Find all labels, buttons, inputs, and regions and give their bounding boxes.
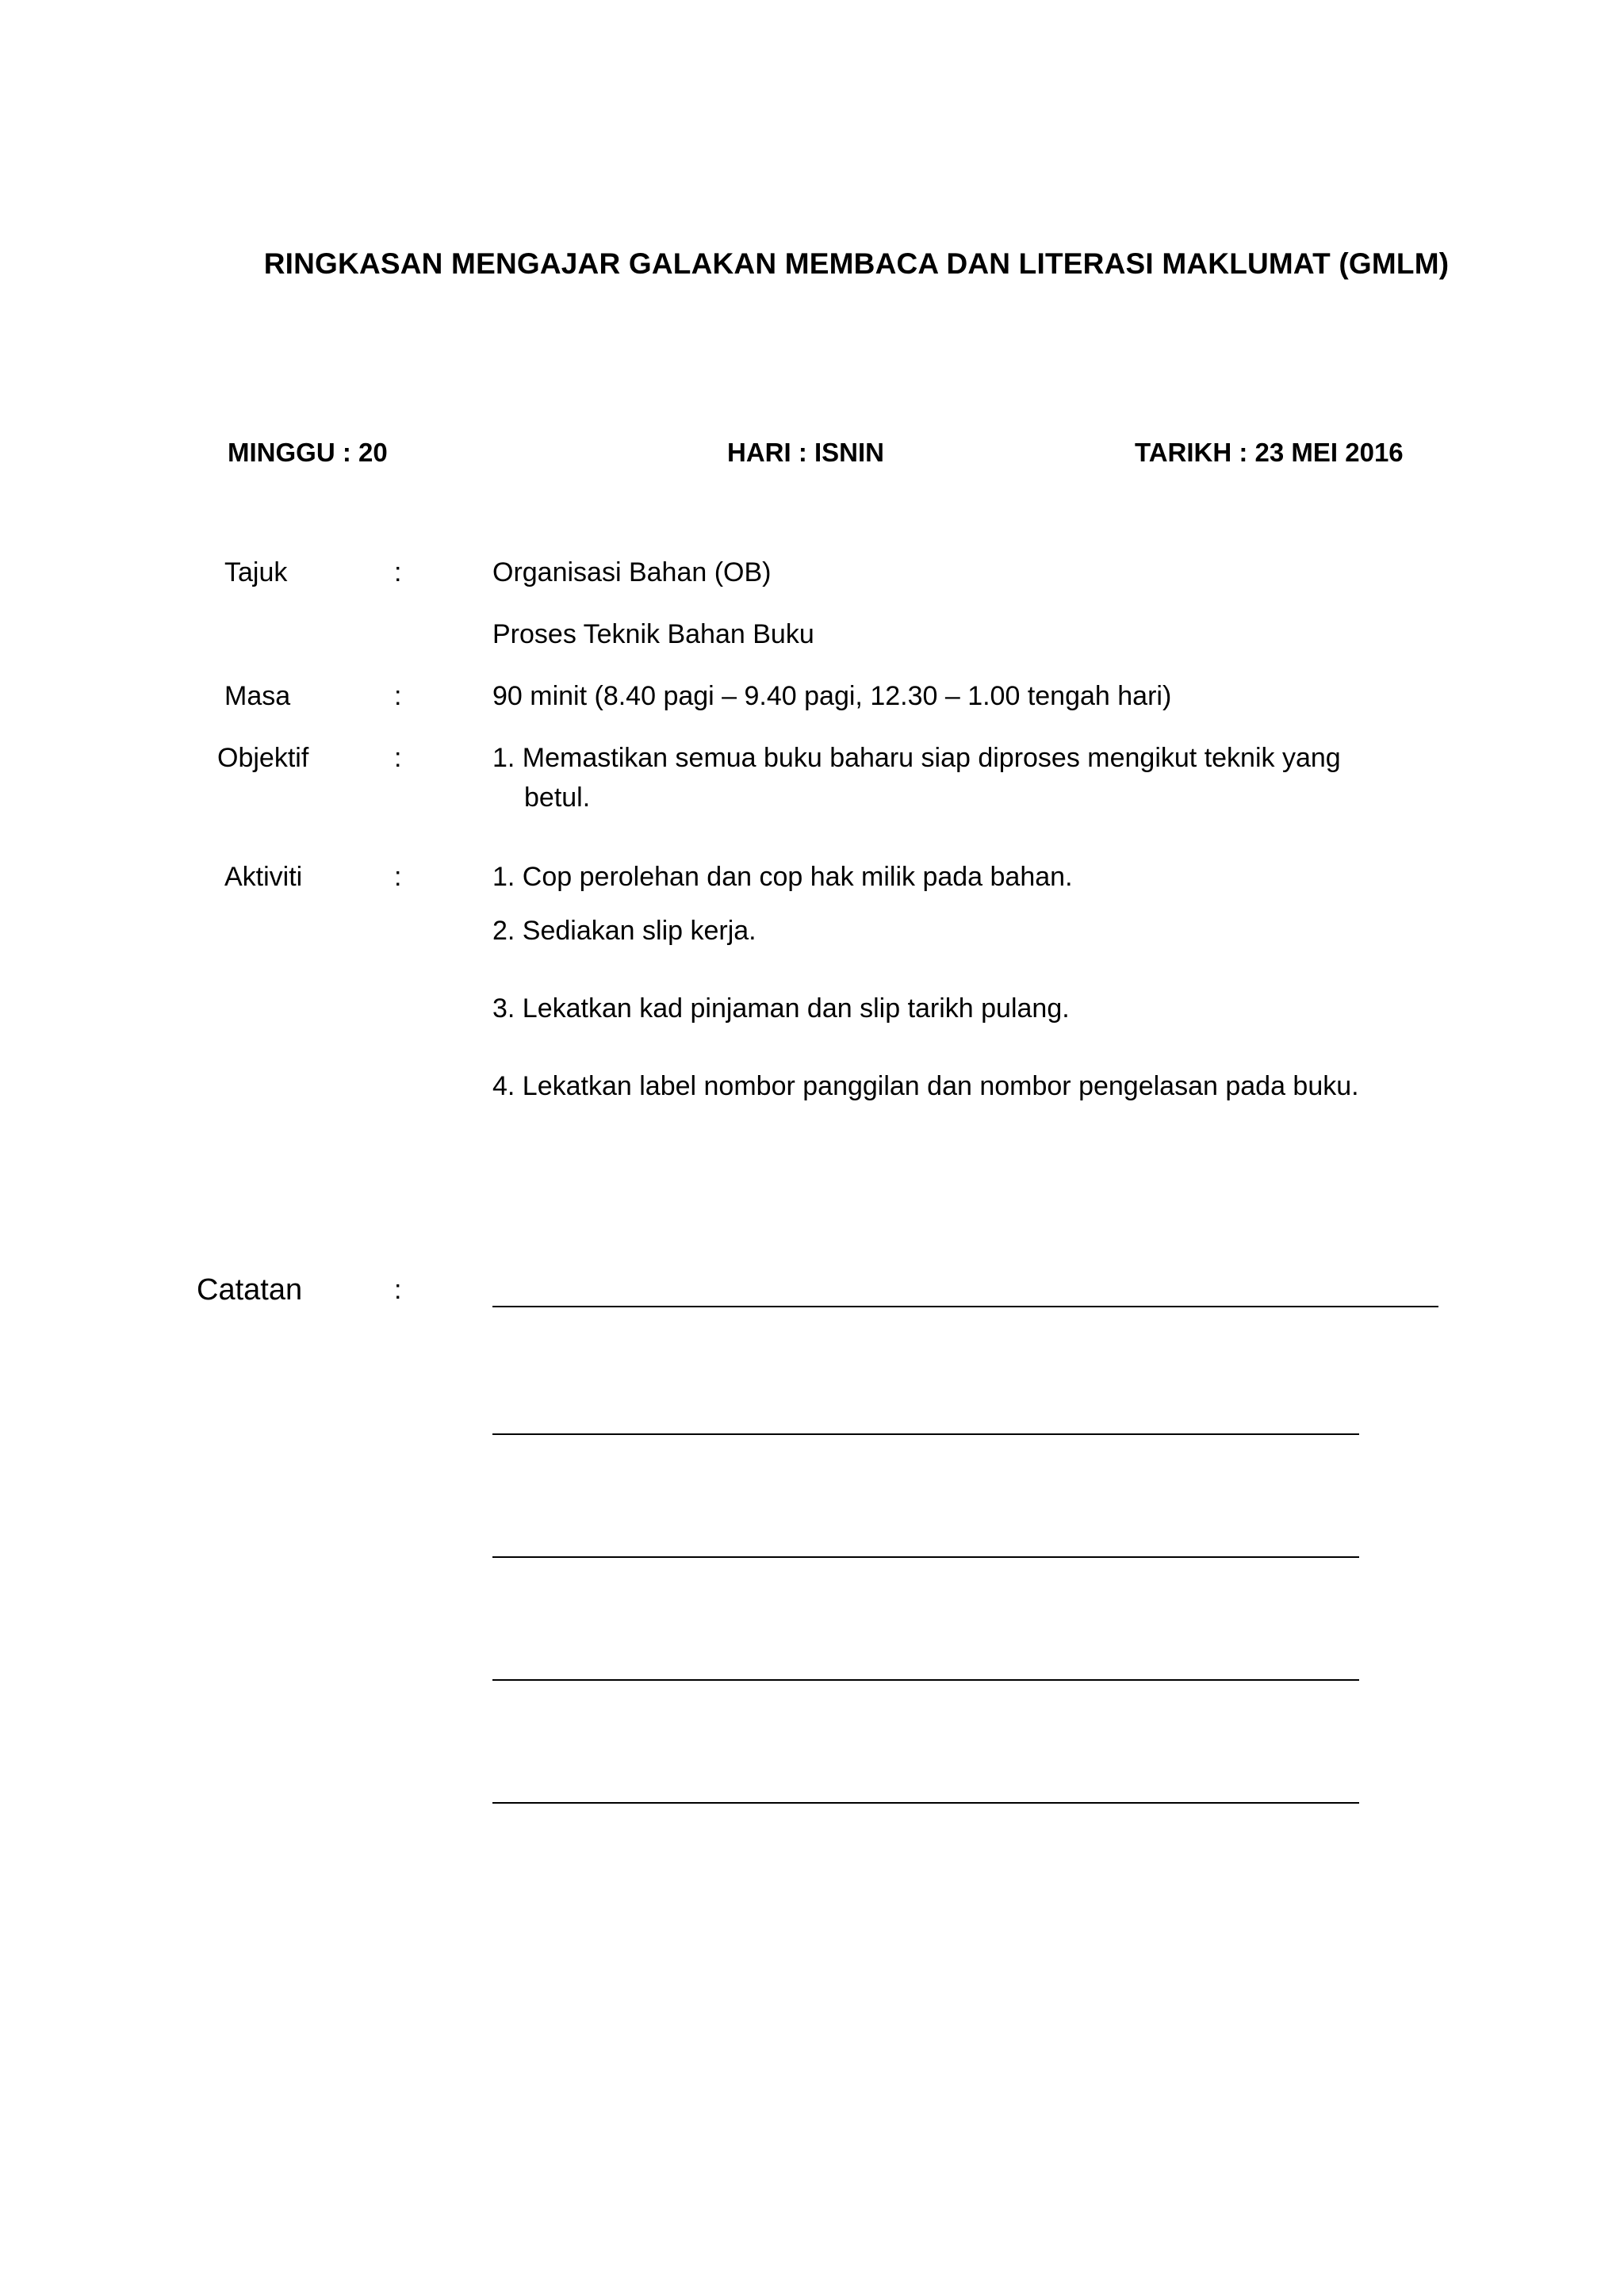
tajuk-label: Tajuk [224,557,288,587]
day-label: HARI : ISNIN [727,438,884,467]
objektif-colon: : [394,743,402,773]
catatan-label: Catatan [197,1273,303,1307]
aktiviti-item: 1. Cop perolehan dan cop hak milik pada bahan. [492,862,1073,892]
objektif-label: Objektif [217,743,309,773]
week-label: MINGGU : 20 [228,438,388,467]
catatan-line [492,1802,1359,1804]
masa-colon: : [394,681,402,711]
aktiviti-label: Aktiviti [224,862,303,892]
document-title: RINGKASAN MENGAJAR GALAKAN MEMBACA DAN LITERASI MAKLUMAT (GMLM) [263,247,1450,280]
aktiviti-item: 2. Sediakan slip kerja. [492,916,756,946]
objektif-value-line1: 1. Memastikan semua buku baharu siap diproses mengikut teknik yang [492,743,1341,773]
aktiviti-item: 3. Lekatkan kad pinjaman dan slip tarikh pulang. [492,993,1070,1024]
masa-label: Masa [224,681,291,711]
date-label: TARIKH : 23 MEI 2016 [1135,438,1404,467]
tajuk-value-line1: Organisasi Bahan (OB) [492,557,772,587]
aktiviti-colon: : [394,862,402,892]
objektif-value-line2: betul. [524,783,591,813]
catatan-line [492,1556,1359,1558]
tajuk-colon: : [394,557,402,587]
masa-value: 90 minit (8.40 pagi – 9.40 pagi, 12.30 – 1.00 tengah hari) [492,681,1172,711]
tajuk-value-line2: Proses Teknik Bahan Buku [492,619,814,649]
catatan-line [492,1433,1359,1435]
aktiviti-item: 4. Lekatkan label nombor panggilan dan nombor pengelasan pada buku. [492,1071,1359,1101]
catatan-line [492,1679,1359,1681]
catatan-colon: : [394,1275,402,1305]
catatan-line [492,1306,1438,1307]
